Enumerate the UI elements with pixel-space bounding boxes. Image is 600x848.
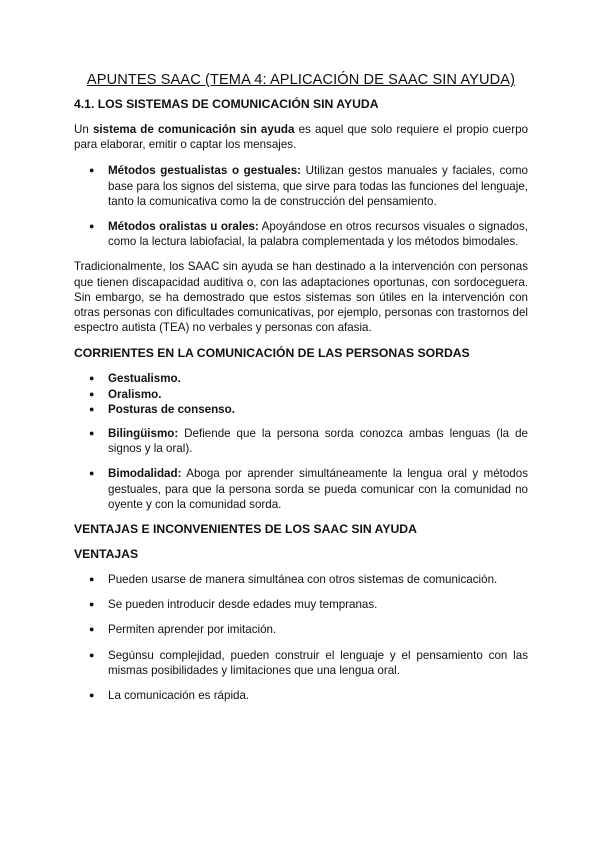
list-item: ● Bilingüismo: Defiende que la persona sorda conozca ambas lenguas (la de signos y la oral). — [89, 427, 528, 456]
bullet-icon: ● — [89, 373, 95, 384]
list-item: ● La comunicación es rápida. — [89, 689, 250, 703]
list-item: ● Métodos gestualistas o gestuales: Utilizan gestos manuales y faciales, como base para los signos del sistema, que sirve para todas las funciones del lenguaje, tanto la comunicativa como la de construcción del pensamiento. — [89, 164, 528, 208]
list-item: ● Pueden usarse de manera simultánea con otros sistemas de comunicación. — [89, 573, 498, 587]
section-heading-corrientes: CORRIENTES EN LA COMUNICACIÓN DE LAS PERSONAS SORDAS — [74, 346, 470, 361]
list-item: ● Posturas de consenso. — [89, 402, 235, 416]
document-title: APUNTES SAAC (TEMA 4: APLICACIÓN DE SAAC SIN AYUDA) — [86, 72, 516, 88]
document-content — [74, 72, 528, 713]
currents-list — [74, 371, 528, 417]
list-item: ● Métodos oralistas u orales: Apoyándose en otros recursos visuales o signados, como la lectura labiofacial, la palabra complementada y los métodos bimodales. — [89, 220, 528, 249]
list-item: ● Gestualismo. — [89, 372, 181, 386]
section-heading-sistemas: 4.1. LOS SISTEMAS DE COMUNICACIÓN SIN AYUDA — [74, 97, 379, 111]
traditional-use-paragraph: Tradicionalmente, los SAAC sin ayuda se han destinado a la intervención con personas que tienen discapacidad auditiva o, con las adaptaciones oportunas, con sordoceguera. Sin embargo, se ha demostrado que estos sistemas son útiles en la intervención con otras personas con dificultades comunicativas, por ejemplo, personas con trastornos del espectro autista (TEA) no verbales y personas con afasia. — [74, 260, 528, 335]
bullet-icon: ● — [89, 388, 95, 399]
section-heading-ventajas-inconvenientes: VENTAJAS E INCONVENIENTES DE LOS SAAC SIN AYUDA — [74, 522, 417, 537]
list-item: ● Se pueden introducir desde edades muy tempranas. — [89, 598, 378, 612]
bullet-icon: ● — [89, 221, 95, 232]
bullet-icon: ● — [89, 690, 95, 701]
bullet-icon: ● — [89, 624, 95, 635]
bullet-icon: ● — [89, 468, 95, 479]
bullet-icon: ● — [89, 428, 95, 439]
list-item: ● Segúnsu complejidad, pueden construir el lenguaje y el pensamiento con las mismas posibilidades y limitaciones que una lengua oral. — [89, 648, 528, 677]
list-item: ● Oralismo. — [89, 387, 162, 401]
bullet-icon: ● — [89, 574, 95, 585]
bullet-icon: ● — [89, 403, 95, 414]
bullet-icon: ● — [89, 649, 95, 660]
bullet-icon: ● — [89, 599, 95, 610]
subheading-ventajas: VENTAJAS — [74, 547, 139, 562]
list-item: ● Permiten aprender por imitación. — [89, 623, 277, 637]
methods-list — [74, 163, 528, 249]
intro-paragraph: Un sistema de comunicación sin ayuda es aquel que solo requiere el propio cuerpo para elaborar, emitir o captar los mensajes. — [74, 123, 529, 152]
list-item: ● Bimodalidad: Aboga por aprender simultáneamente la lengua oral y métodos gestuales, para que la persona sorda se pueda comunicar con la comunidad no oyente y con la comunidad sorda. — [89, 467, 528, 511]
bullet-icon: ● — [89, 165, 95, 176]
currents-detail-list — [74, 426, 528, 512]
advantages-list — [74, 572, 528, 703]
